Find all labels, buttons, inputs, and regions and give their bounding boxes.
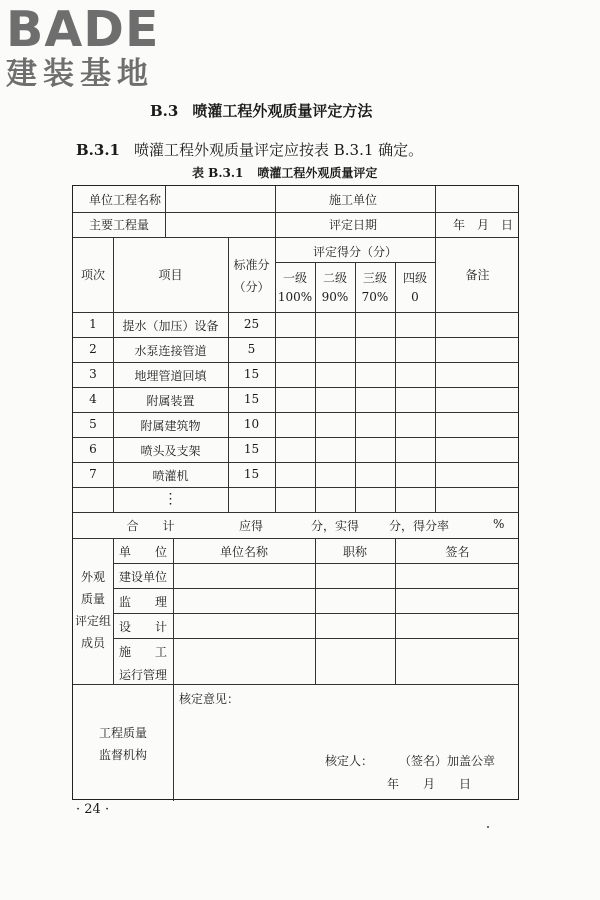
grade-2-name: 二级 — [322, 271, 347, 285]
table-row-ellipsis: ⋮ — [163, 491, 178, 507]
table-rule — [165, 186, 166, 237]
table-rule — [73, 412, 518, 413]
clause-text: 喷灌工程外观质量评定应按表 B.3.1 确定。 — [134, 141, 424, 159]
table-row-item: 地埋管道回填 — [134, 369, 207, 383]
table-row-index: 6 — [89, 442, 97, 456]
table-rule — [73, 437, 518, 438]
col-std-score-header: 标准分 — [233, 258, 270, 272]
table-rule — [73, 462, 518, 463]
table-row-item: 喷灌机 — [152, 469, 189, 483]
table-row-score: 10 — [243, 417, 260, 431]
supervision-label-line: 监督机构 — [98, 748, 147, 762]
table-row-score: 15 — [243, 442, 260, 456]
table-rule — [73, 487, 518, 488]
total-label: 合 计 — [126, 519, 175, 533]
table-caption — [192, 164, 377, 181]
table-row-index: 5 — [89, 417, 97, 431]
table-row-score: 15 — [243, 392, 260, 406]
approval-date: 年 月 日 — [387, 777, 472, 791]
total-text-actual: 分，实得 — [311, 519, 360, 533]
table-row-score: 25 — [243, 317, 260, 331]
col-item-header: 项目 — [158, 268, 183, 282]
table-rule — [275, 186, 276, 237]
table-row-index: 3 — [89, 367, 97, 381]
section-number: B.3 — [150, 102, 179, 120]
group-label-line: 外观 — [80, 570, 105, 584]
table-rule — [73, 337, 518, 338]
table-row-index: 2 — [89, 342, 97, 356]
table-row-item: 附属建筑物 — [140, 419, 201, 433]
table-rule — [73, 312, 518, 313]
member-row-label: 施 工 — [118, 645, 167, 659]
member-col-unit: 单 位 — [118, 545, 167, 559]
table-rule — [73, 538, 518, 539]
col-std-score-unit: （分） — [233, 280, 270, 294]
supervision-label-line: 工程质量 — [98, 726, 147, 740]
clause-paragraph — [76, 139, 423, 160]
table-caption-number: 表 B.3.1 — [192, 166, 244, 180]
member-col-title: 职称 — [342, 545, 367, 559]
logo-tagline: 建装基地 — [6, 56, 154, 92]
table-row-score: 15 — [243, 367, 260, 381]
total-pct-sign: % — [493, 517, 505, 531]
table-row-item: 水泵连接管道 — [134, 344, 207, 358]
table-rule — [73, 237, 518, 238]
evaluation-table — [72, 185, 519, 800]
member-col-signature: 签名 — [445, 545, 470, 559]
table-rule — [435, 186, 436, 237]
table-rule — [73, 684, 518, 685]
page-number: · 24 · — [76, 802, 110, 817]
grade-3-name: 三级 — [362, 271, 387, 285]
col-index-header: 项次 — [80, 268, 105, 282]
brand-logo — [6, 2, 159, 92]
group-label-line: 成员 — [80, 636, 105, 650]
total-text-rate: 分，得分率 — [389, 519, 450, 533]
supervision-label — [73, 722, 173, 766]
member-row-label: 建设单位 — [118, 570, 167, 584]
col-remark-header: 备注 — [465, 268, 490, 282]
main-quantity-label: 主要工程量 — [89, 218, 150, 232]
group-label-line: 质量 — [80, 592, 105, 606]
clause-number: B.3.1 — [76, 141, 120, 159]
col-eval-score-header: 评定得分（分） — [312, 245, 397, 259]
table-row-index: 4 — [89, 392, 97, 406]
table-rule — [73, 362, 518, 363]
scan-speck — [487, 826, 489, 828]
total-text-due: 应得 — [239, 519, 264, 533]
section-title-text: 喷灌工程外观质量评定方法 — [192, 102, 373, 120]
unit-project-label: 单位工程名称 — [89, 193, 162, 207]
group-label — [73, 566, 113, 654]
seal-text: （签名）加盖公章 — [399, 754, 496, 768]
table-row-index: 7 — [89, 467, 97, 481]
member-col-unit-name: 单位名称 — [219, 545, 268, 559]
table-row-score: 5 — [247, 342, 256, 356]
section-title — [150, 100, 372, 121]
table-caption-title: 喷灌工程外观质量评定 — [257, 166, 378, 180]
table-rule — [173, 684, 174, 801]
table-row-item: 附属装置 — [146, 394, 195, 408]
approver-label: 核定人： — [325, 754, 374, 768]
table-row-index: 1 — [89, 317, 97, 331]
table-rule — [73, 512, 518, 513]
construction-unit-label: 施工单位 — [329, 193, 378, 207]
table-row-item: 喷头及支架 — [140, 444, 201, 458]
table-row-score: 15 — [243, 467, 260, 481]
table-rule — [73, 212, 518, 213]
grade-1-name: 一级 — [282, 271, 307, 285]
logo-brand-text: BADE — [6, 1, 160, 58]
grade-1-pct: 100% — [277, 290, 313, 304]
grade-4-pct: 0 — [411, 290, 419, 304]
table-row-item: 提水（加压）设备 — [122, 319, 219, 333]
eval-date-value: 年 月 日 — [453, 218, 514, 232]
group-label-line: 评定组 — [74, 614, 111, 628]
member-row-label: 监 理 — [118, 595, 167, 609]
table-rule — [73, 387, 518, 388]
grade-3-pct: 70% — [361, 290, 389, 304]
member-row-label: 设 计 — [118, 620, 167, 634]
grade-2-pct: 90% — [321, 290, 349, 304]
eval-date-label: 评定日期 — [329, 218, 378, 232]
grade-4-name: 四级 — [402, 271, 427, 285]
approval-opinion-label: 核定意见： — [179, 692, 240, 706]
member-row-label: 运行管理 — [118, 668, 167, 682]
